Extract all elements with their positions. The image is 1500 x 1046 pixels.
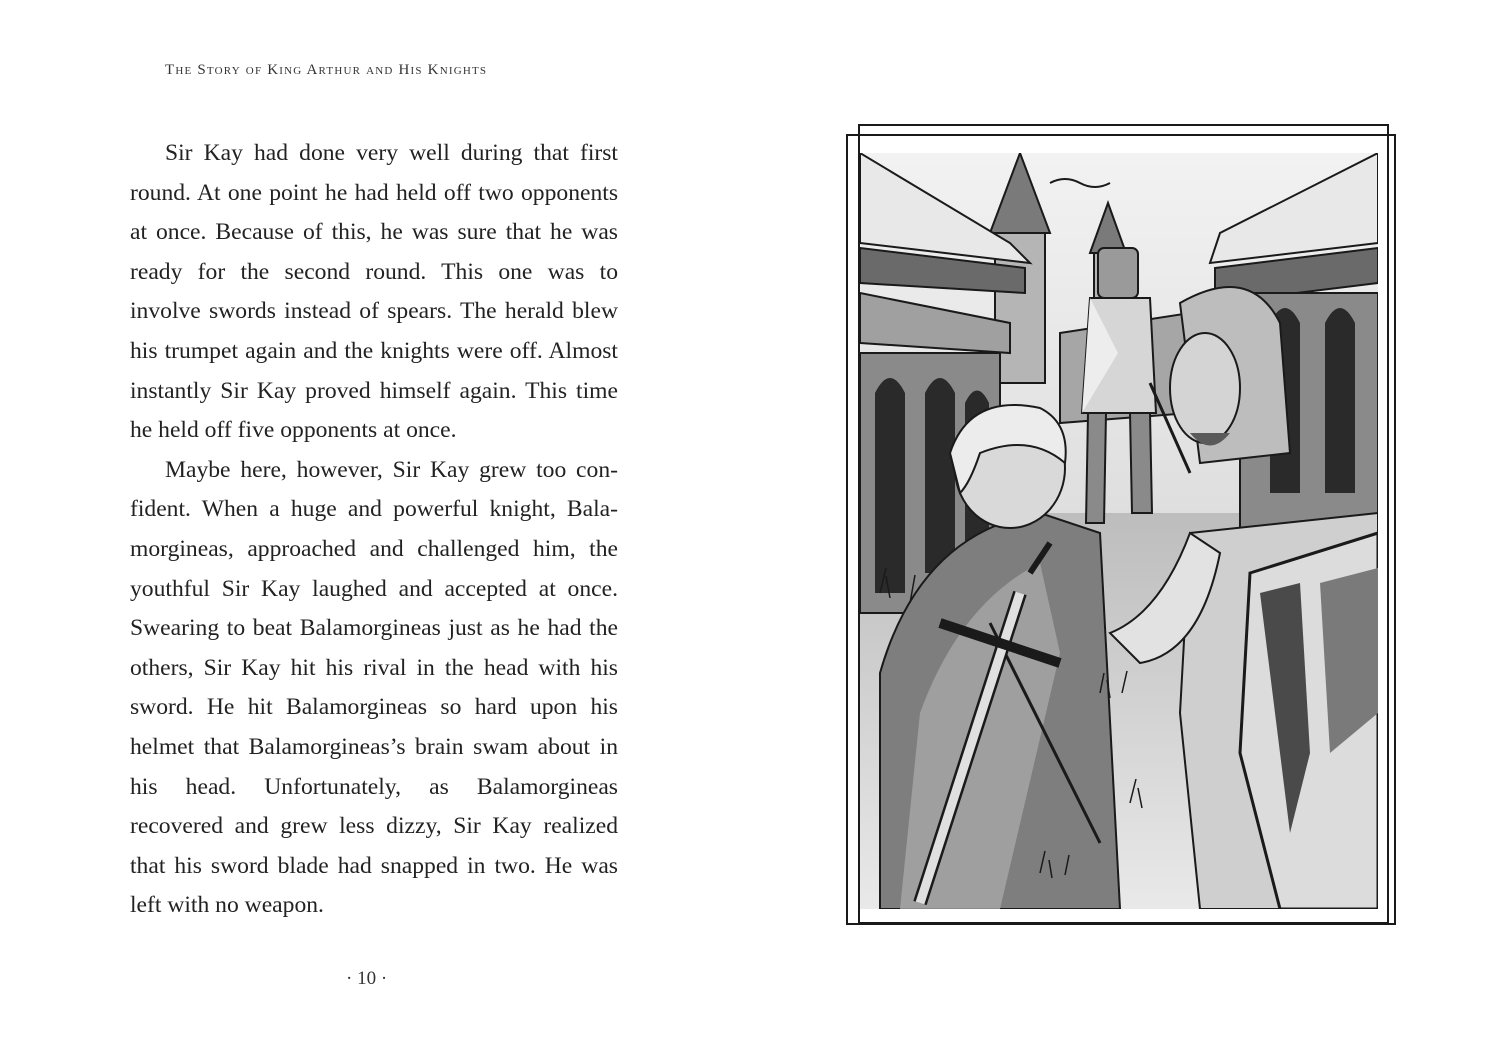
illustration-artwork [860,153,1378,909]
paragraph-1: Sir Kay had done very well during that first round. At one point he had held off two opponents at once. Because of this, he was sure that he was ready for the second round. This one was to involve swords instead of spears. The herald blew his trumpet again and the knights were off. Almost instantly Sir Kay proved himself again. This time he held off five opponents at once. [130,140,618,444]
body-text [130,134,618,926]
paragraph-2: Maybe here, however, Sir Kay grew too confident. When a huge and powerful knight, Balamorgineas, approached and challenged him, the youthful Sir Kay laughed and accepted at once. Swearing to beat Balamorgineas just as he had the others, Sir Kay hit his rival in the head with his sword. He hit Balamorgineas so hard upon his helmet that Balamorgineas’s brain swam about in his head. Unfortunately, as Balamorgineas recovered and grew less dizzy, Sir Kay realized that his sword blade had snapped in two. He was left with no weapon. [130,456,618,919]
illustration-frame [846,124,1396,926]
running-head: The Story of King Arthur and His Knights [165,62,488,78]
knights-illustration [860,153,1378,909]
page-number: · 10 · [346,968,388,989]
